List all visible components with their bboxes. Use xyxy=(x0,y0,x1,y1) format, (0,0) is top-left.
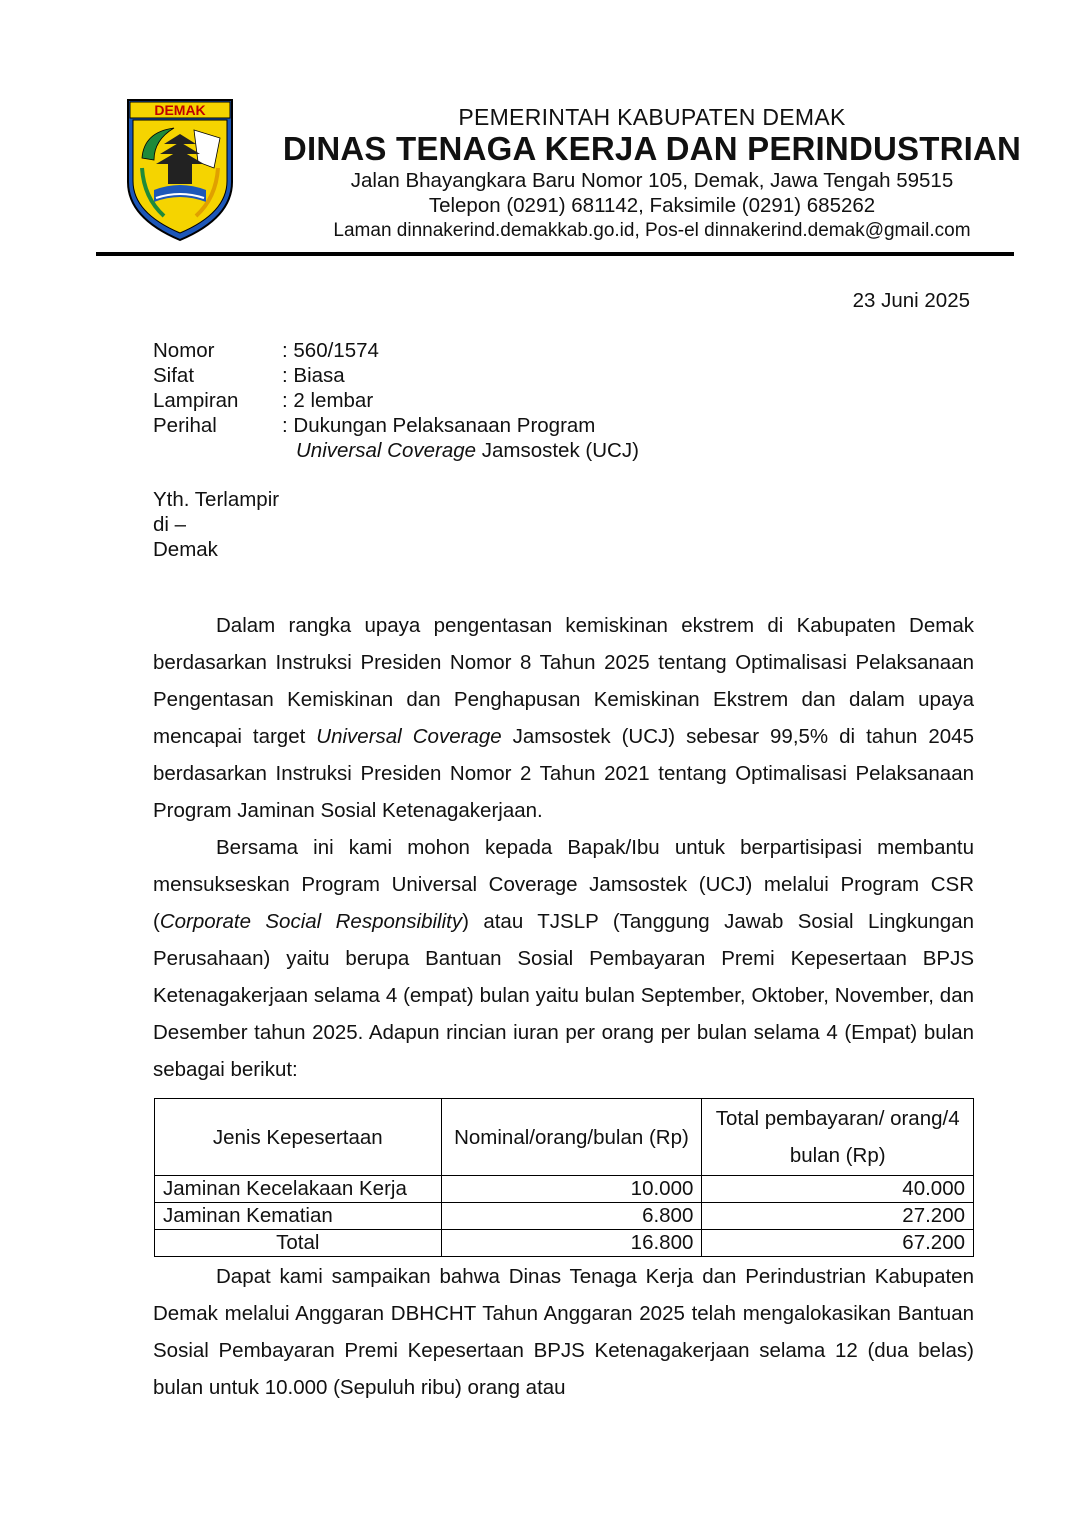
cell-total-nominal: 16.800 xyxy=(441,1230,702,1257)
recipient-line-3: Demak xyxy=(153,538,218,561)
lampiran-value: : 2 lembar xyxy=(282,389,374,412)
recipient-line-1: Yth. Terlampir xyxy=(153,488,280,511)
contribution-table xyxy=(154,1098,974,1257)
letterhead-website-email: Laman dinnakerind.demakkab.go.id, Pos-el dinnakerind.demak@gmail.com xyxy=(333,220,971,241)
paragraph-1 xyxy=(153,607,974,829)
cell-total-label: Total xyxy=(155,1230,442,1257)
header-jenis: Jenis Kepesertaan xyxy=(155,1099,442,1176)
cell-total: 40.000 xyxy=(702,1176,974,1203)
cell-jenis: Jaminan Kecelakaan Kerja xyxy=(155,1176,442,1203)
letterhead-phone: Telepon (0291) 681142, Faksimile (0291) 685262 xyxy=(428,194,876,217)
lampiran-label: Lampiran xyxy=(153,389,239,412)
table-row xyxy=(155,1176,974,1203)
table-total-row xyxy=(155,1230,974,1257)
letterhead-divider xyxy=(96,252,1014,256)
header-total: Total pembayaran/ orang/4 bulan (Rp) xyxy=(702,1099,974,1176)
cell-total: 27.200 xyxy=(702,1203,974,1230)
table-header-row xyxy=(155,1099,974,1176)
cell-total-payment: 67.200 xyxy=(702,1230,974,1257)
body-paragraph-3-container xyxy=(153,1258,974,1406)
sifat-label: Sifat xyxy=(153,364,195,387)
letterhead-agency-name: DINAS TENAGA KERJA DAN PERINDUSTRIAN xyxy=(282,130,1022,167)
sifat-value: : Biasa xyxy=(282,364,345,387)
paragraph-2-text-b: ) atau TJSLP (Tanggung Jawab Sosial Lingkungan Perusahaan) yaitu berupa Bantuan Sosial Pembayaran Premi Kepesertaan BPJS Ketenagakerjaan selama 4 (empat) bulan yaitu bulan September, Oktober, November, dan Desember tahun 2025. Adapun rincian iuran per orang per bulan selama 4 (Empat) bulan sebagai berikut: xyxy=(153,910,975,1081)
cell-jenis: Jaminan Kematian xyxy=(155,1203,442,1230)
paragraph-2 xyxy=(153,829,974,1088)
recipient-line-2: di – xyxy=(153,513,187,536)
letter-date: 23 Juni 2025 xyxy=(852,289,970,312)
table-row xyxy=(155,1203,974,1230)
logo-text: DEMAK xyxy=(154,102,206,118)
paragraph-3: Dapat kami sampaikan bahwa Dinas Tenaga Kerja dan Perindustrian Kabupaten Demak melalui Anggaran DBHCHT Tahun Anggaran 2025 telah mengalokasikan Bantuan Sosial Pembayaran Premi Kepesertaan BPJS Ketenagakerjaan selama 12 (dua belas) bulan untuk 10.000 (Sepuluh ribu) orang atau xyxy=(153,1265,974,1399)
cell-nominal: 6.800 xyxy=(441,1203,702,1230)
perihal-value-line2 xyxy=(296,439,639,463)
nomor-label: Nomor xyxy=(153,339,215,362)
body-paragraphs xyxy=(153,607,974,1088)
perihal-value: : Dukungan Pelaksanaan Program xyxy=(282,414,596,437)
paragraph-1-text-a: Dalam rangka upaya pengentasan kemiskinan ekstrem di Kabupaten Demak berdasarkan Instruksi Presiden Nomor 8 Tahun 2025 tentang Optimalisasi Pelaksanaan Pengentasan Kemiskinan dan Penghapusan Kemiskinan Ekstrem dan dalam upaya mencapai target xyxy=(153,614,974,748)
nomor-value: : 560/1574 xyxy=(282,339,379,362)
cell-nominal: 10.000 xyxy=(441,1176,702,1203)
paragraph-2-italic: Corporate Social Responsibility xyxy=(159,910,463,933)
paragraph-1-text-b: Jamsostek (UCJ) sebesar 99,5% di tahun 2045 berdasarkan Instruksi Presiden Nomor 2 Tahun 2021 tentang Optimalisasi Pelaksanaan Program Jaminan Sosial Ketenagakerjaan. xyxy=(153,725,974,822)
header-nominal: Nominal/orang/bulan (Rp) xyxy=(441,1099,702,1176)
letterhead-government: PEMERINTAH KABUPATEN DEMAK xyxy=(458,104,846,130)
demak-regency-crest xyxy=(124,98,236,242)
paragraph-1-italic: Universal Coverage xyxy=(316,725,502,748)
perihal-rest: Jamsostek (UCJ) xyxy=(476,439,639,462)
perihal-label: Perihal xyxy=(153,414,217,437)
paragraph-2-text-a: Bersama ini kami mohon kepada Bapak/Ibu untuk berpartisipasi membantu mensukseskan Program Universal Coverage Jamsostek (UCJ) melalui Program CSR ( xyxy=(153,836,974,933)
letterhead-address: Jalan Bhayangkara Baru Nomor 105, Demak, Jawa Tengah 59515 xyxy=(350,169,954,192)
perihal-italic: Universal Coverage xyxy=(296,439,477,462)
